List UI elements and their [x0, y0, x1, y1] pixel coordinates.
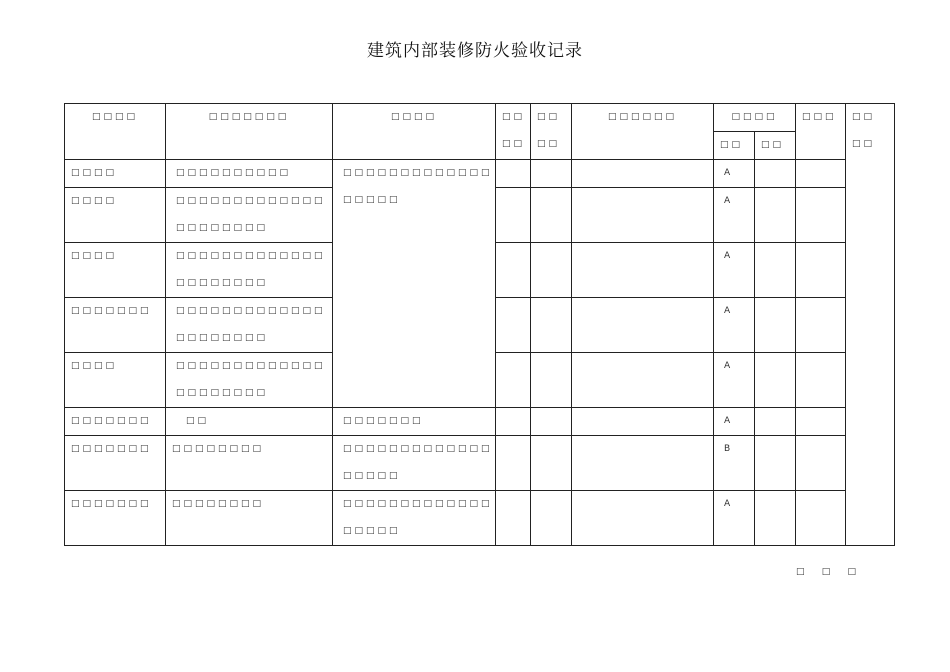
- empty-cell: [531, 436, 572, 491]
- header-cell: □□ □□: [846, 104, 895, 546]
- requirement-cell: □□□□□□□□□□□□□ □□□□□□□□: [166, 188, 333, 243]
- item-cell: □□□□: [65, 160, 166, 188]
- page-title: 建筑内部装修防火验收记录: [367, 41, 583, 61]
- empty-cell: [531, 160, 572, 188]
- empty-cell: [796, 298, 846, 353]
- empty-cell: [796, 408, 846, 436]
- empty-cell: [796, 353, 846, 408]
- item-cell: □□□□□□□: [65, 298, 166, 353]
- empty-cell: [572, 353, 714, 408]
- method-cell: □□□□□□□□□□□□□ □□□□□: [333, 160, 496, 408]
- empty-cell: [796, 491, 846, 546]
- empty-cell: [572, 160, 714, 188]
- header-cell: □□□□□□: [572, 104, 714, 160]
- method-cell: □□□□□□□: [333, 408, 496, 436]
- item-cell: □□□□: [65, 188, 166, 243]
- empty-cell: [496, 298, 531, 353]
- grade-cell: A: [714, 243, 755, 298]
- requirement-cell: □□□□□□□□: [166, 491, 333, 546]
- empty-cell: [755, 160, 796, 188]
- grade-cell: B: [714, 436, 755, 491]
- requirement-cell: □□□□□□□□□□□□□ □□□□□□□□: [166, 243, 333, 298]
- item-cell: □□□□□□□: [65, 491, 166, 546]
- empty-cell: [531, 243, 572, 298]
- empty-cell: [755, 436, 796, 491]
- empty-cell: [531, 408, 572, 436]
- grade-cell: A: [714, 353, 755, 408]
- empty-cell: [572, 491, 714, 546]
- empty-cell: [572, 408, 714, 436]
- empty-cell: [531, 491, 572, 546]
- empty-cell: [496, 436, 531, 491]
- method-cell: □□□□□□□□□□□□□ □□□□□: [333, 436, 496, 491]
- header-cell: □□□□: [714, 104, 796, 132]
- empty-cell: [796, 188, 846, 243]
- empty-cell: [572, 188, 714, 243]
- empty-cell: [796, 436, 846, 491]
- grade-cell: A: [714, 188, 755, 243]
- footer-glyph: □: [821, 567, 831, 577]
- header-cell: □□□□□□□: [166, 104, 333, 160]
- footer-glyph: □: [796, 567, 805, 577]
- item-cell: □□□□: [65, 243, 166, 298]
- requirement-cell: □□□□□□□□□□□□□ □□□□□□□□: [166, 298, 333, 353]
- method-cell: □□□□□□□□□□□□□ □□□□□: [333, 491, 496, 546]
- empty-cell: [496, 243, 531, 298]
- grade-cell: A: [714, 491, 755, 546]
- page-footer: [796, 567, 856, 577]
- requirement-cell: □□□□□□□□: [166, 436, 333, 491]
- grade-cell: A: [714, 298, 755, 353]
- empty-cell: [755, 491, 796, 546]
- empty-cell: [531, 298, 572, 353]
- table-row: [65, 491, 895, 546]
- grade-cell: A: [714, 408, 755, 436]
- item-cell: □□□□: [65, 353, 166, 408]
- empty-cell: [496, 188, 531, 243]
- header-cell: □□ □□: [531, 104, 572, 160]
- empty-cell: [572, 436, 714, 491]
- empty-cell: [531, 188, 572, 243]
- empty-cell: [496, 353, 531, 408]
- requirement-cell: □□: [166, 408, 333, 436]
- table-row: [65, 408, 895, 436]
- empty-cell: [755, 188, 796, 243]
- item-cell: □□□□□□□: [65, 408, 166, 436]
- empty-cell: [572, 243, 714, 298]
- header-subcell: □□: [714, 132, 755, 160]
- requirement-cell: □□□□□□□□□□: [166, 160, 333, 188]
- empty-cell: [755, 353, 796, 408]
- empty-cell: [755, 243, 796, 298]
- empty-cell: [755, 408, 796, 436]
- header-cell: □□□□: [65, 104, 166, 160]
- header-cell: □□□: [796, 104, 846, 160]
- table-header-row: [65, 104, 895, 132]
- header-subcell: □□: [755, 132, 796, 160]
- header-cell: □□□□: [333, 104, 496, 160]
- empty-cell: [572, 298, 714, 353]
- empty-cell: [496, 408, 531, 436]
- empty-cell: [755, 298, 796, 353]
- table-row: [65, 436, 895, 491]
- acceptance-table: [64, 103, 895, 546]
- empty-cell: [496, 491, 531, 546]
- item-cell: □□□□□□□: [65, 436, 166, 491]
- grade-cell: A: [714, 160, 755, 188]
- table-row: [65, 160, 895, 188]
- footer-glyph: □: [847, 567, 856, 577]
- empty-cell: [796, 160, 846, 188]
- empty-cell: [796, 243, 846, 298]
- empty-cell: [531, 353, 572, 408]
- requirement-cell: □□□□□□□□□□□□□ □□□□□□□□: [166, 353, 333, 408]
- empty-cell: [496, 160, 531, 188]
- header-cell: □□ □□: [496, 104, 531, 160]
